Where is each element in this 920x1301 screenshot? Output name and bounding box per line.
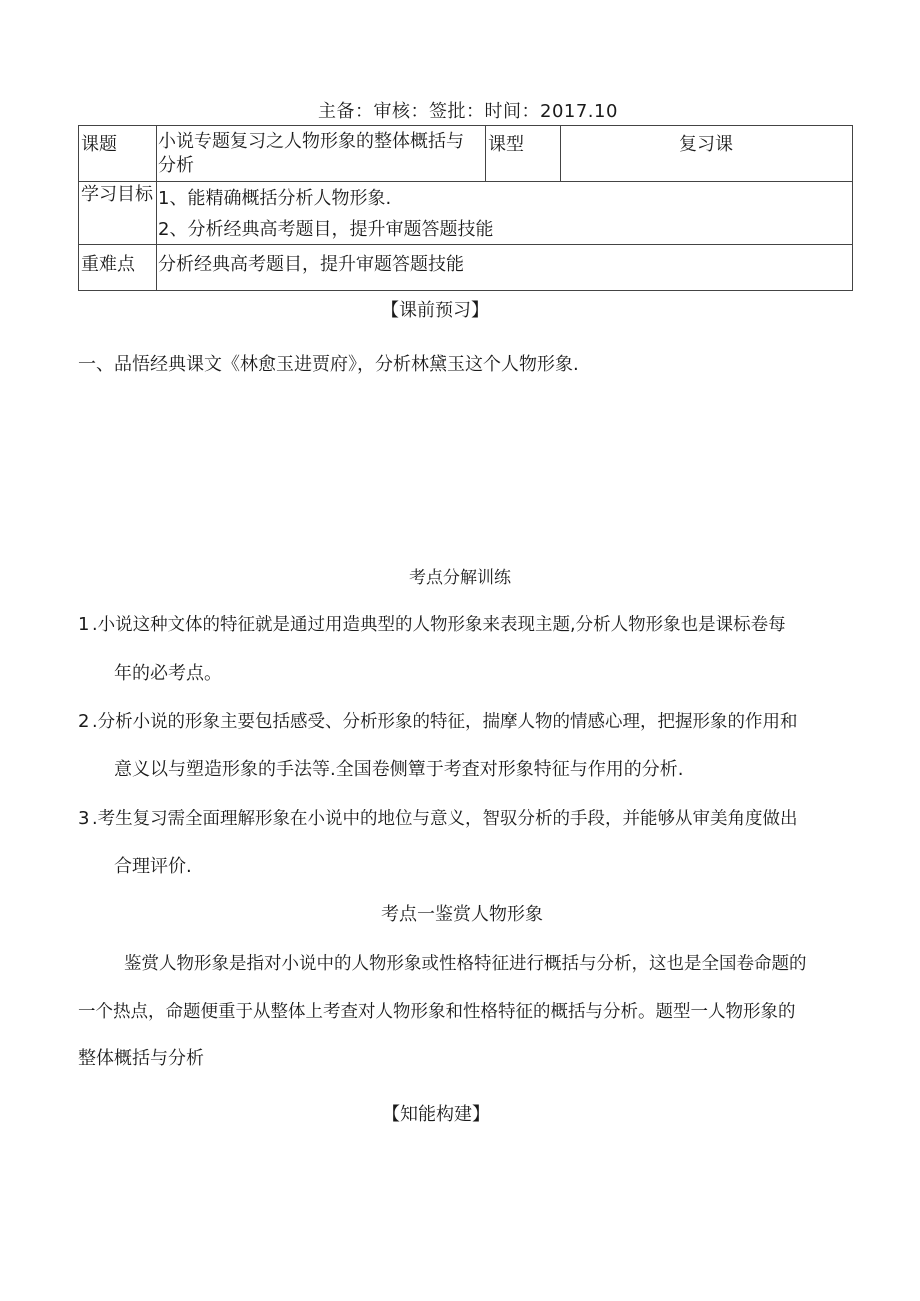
header-line: 主备：审核：签批：时间：2017.10 (318, 101, 618, 122)
goal-1: 1、能精确概括分析人物形象. (158, 188, 392, 209)
table-divider (485, 126, 486, 181)
table-divider (79, 181, 852, 182)
table-divider (560, 126, 561, 181)
section-one-heading: 考点一鉴赏人物形象 (381, 904, 543, 925)
goal-label: 学习目标 (81, 184, 153, 205)
knowledge-heading: 【知能构建】 (382, 1104, 490, 1125)
topic-label: 课题 (81, 134, 117, 155)
section-one-para-line: 鉴赏人物形象是指对小说中的人物形象或性格特征进行概括与分析，这也是全国卷命题的 (124, 954, 807, 974)
section-one-para-line: 一个热点，命题便重于从整体上考查对人物形象和性格特征的概括与分析。题型一人物形象的 (78, 1002, 796, 1022)
point-line: 年的必考点。 (114, 663, 222, 684)
preview-item: 一、品悟经典课文《林愈玉进贾府》，分析林黛玉这个人物形象. (78, 354, 579, 375)
section-one-para-line: 整体概括与分析 (78, 1048, 204, 1069)
point-number: 1 (78, 614, 90, 635)
point-number: 3 (78, 808, 90, 829)
point-line: 合理评价. (114, 856, 192, 877)
point-line: .分析小说的形象主要包括感受、分析形象的特征，揣摩人物的情感心理，把握形象的作用和 (92, 712, 798, 732)
training-heading: 考点分解训练 (409, 568, 511, 588)
type-value: 复习课 (679, 134, 733, 155)
type-label: 课型 (488, 134, 524, 155)
table-divider (156, 126, 157, 290)
point-line: 意义以与塑造形象的手法等.全国卷侧簟于考査对形象特征与作用的分析. (114, 759, 684, 780)
point-line: .小说这种文体的特征就是通过用造典型的人物形象来表现主题,分析人物形象也是课标卷每 (92, 615, 786, 635)
info-table (78, 125, 853, 291)
preview-heading: 【课前预习】 (381, 300, 489, 321)
goal-2: 2、分析经典高考题目，提升审题答题技能 (158, 219, 494, 240)
table-divider (79, 244, 852, 245)
topic-value-line2: 分析 (158, 155, 194, 176)
topic-value-line1: 小说专题复习之人物形象的整体概括与 (158, 131, 464, 152)
key-value: 分析经典高考题目，提升审题答题技能 (158, 254, 464, 275)
point-line: .考生复习需全面理解形象在小说中的地位与意义，智驭分析的手段，并能够从审美角度做出 (92, 809, 798, 829)
point-number: 2 (78, 711, 90, 732)
key-label: 重难点 (81, 254, 135, 275)
